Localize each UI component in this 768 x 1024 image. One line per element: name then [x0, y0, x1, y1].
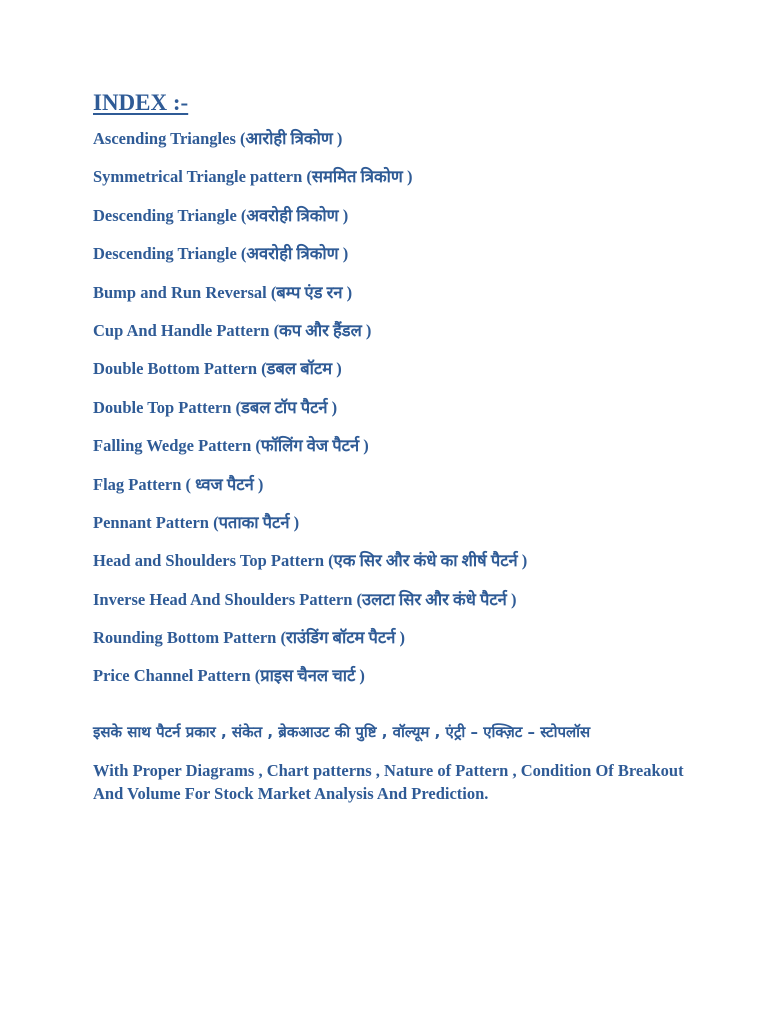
index-item-descending-triangle-duplicate: Descending Triangle (अवरोही त्रिकोण ) — [93, 244, 349, 264]
english-summary: With Proper Diagrams , Chart patterns , Nature of Pattern , Condition Of Breakout And Volume For Stock Market Analysis And Prediction. — [93, 761, 684, 804]
index-item-inverse-head-and-shoulders: Inverse Head And Shoulders Pattern (उलटा सिर और कंधे पैटर्न ) — [93, 589, 517, 609]
index-item-double-top: Double Top Pattern (डबल टॉप पैटर्न ) — [93, 397, 338, 417]
index-list — [93, 128, 723, 687]
index-item-price-channel: Price Channel Pattern (प्राइस चैनल चार्ट ) — [93, 666, 365, 686]
index-item-symmetrical-triangle: Symmetrical Triangle pattern (सममित त्रिकोण ) — [93, 167, 413, 187]
index-title: INDEX :- — [93, 90, 189, 115]
index-item-rounding-bottom: Rounding Bottom Pattern (राउंडिंग बॉटम पैटर्न ) — [93, 628, 406, 648]
index-item-pennant-pattern: Pennant Pattern (पताका पैटर्न ) — [93, 512, 300, 532]
index-item-double-bottom: Double Bottom Pattern (डबल बॉटम ) — [93, 359, 342, 379]
index-item-head-and-shoulders-top: Head and Shoulders Top Pattern (एक सिर और कंधे का शीर्ष पैटर्न ) — [93, 551, 528, 571]
index-item-descending-triangle: Descending Triangle (अवरोही त्रिकोण ) — [93, 205, 349, 225]
hindi-summary: इसके साथ पैटर्न प्रकार , संकेत , ब्रेकआउट की पुष्टि , वॉल्यूम , एंट्री – एक्ज़िट – स्टोपलॉस — [93, 723, 591, 742]
index-item-bump-and-run-reversal: Bump and Run Reversal (बम्प एंड रन ) — [93, 282, 353, 302]
index-item-ascending-triangles: Ascending Triangles (आरोही त्रिकोण ) — [93, 129, 343, 148]
index-item-cup-and-handle: Cup And Handle Pattern (कप और हैंडल ) — [93, 320, 372, 340]
index-item-flag-pattern: Flag Pattern ( ध्वज पैटर्न ) — [93, 474, 264, 494]
document-content — [93, 88, 723, 805]
index-item-falling-wedge: Falling Wedge Pattern (फॉलिंग वेज पैटर्न ) — [93, 436, 369, 456]
